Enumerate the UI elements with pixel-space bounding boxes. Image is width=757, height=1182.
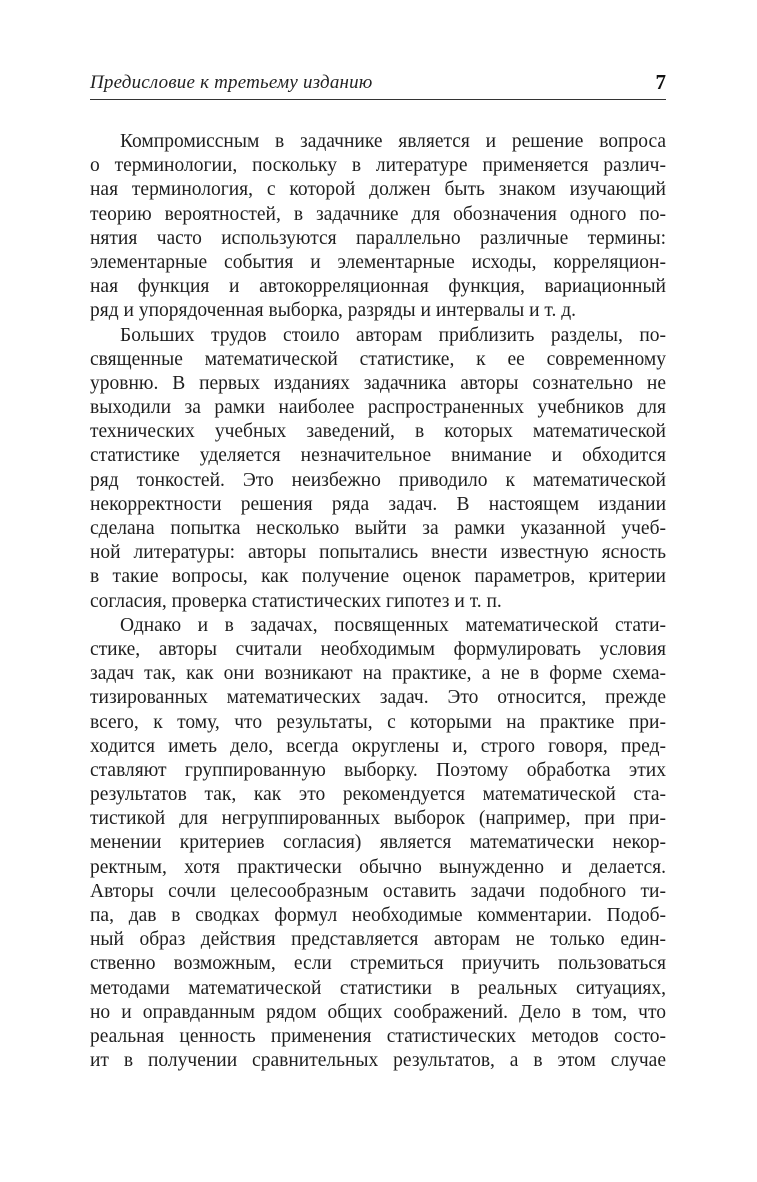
text-line: ходится иметь дело, всегда округлены и, строго говоря, пред-	[90, 735, 666, 757]
header-rule	[90, 99, 666, 100]
page-number: 7	[655, 70, 666, 94]
text-line: сделана попытка несколько выйти за рамки указанной учеб-	[90, 518, 666, 539]
running-header	[90, 66, 666, 100]
running-title: Предисловие к третьему изданию	[90, 72, 373, 93]
text-line: всего, к тому, что результаты, с которыми на практике при-	[90, 711, 666, 733]
text-line: методами математической статистики в реальных ситуациях,	[90, 977, 666, 999]
text-line: ственно возможным, если стремиться приучить пользоваться	[90, 953, 666, 975]
text-line: менении критериев согласия) является математически некор-	[90, 832, 666, 854]
text-line: ряд тонкостей. Это неизбежно приводило к математической	[90, 469, 666, 491]
paragraph	[90, 130, 666, 324]
text-line: ной литературы: авторы попытались внести известную ясность	[90, 542, 666, 564]
text-line: реальная ценность применения статистических методов состо-	[90, 1025, 666, 1047]
text-line: о терминологии, поскольку в литературе применяется различ-	[90, 155, 666, 177]
text-line: некорректности решения ряда задач. В настоящем издании	[90, 493, 666, 515]
paragraph	[90, 324, 666, 614]
text-line: уровню. В первых изданиях задачника авторы сознательно не	[90, 372, 666, 394]
text-line: стике, авторы считали необходимым формулировать условия	[90, 638, 666, 660]
text-line: тистикой для негруппированных выборок (например, при при-	[90, 808, 666, 830]
text-line: Компромиссным в задачнике является и решение вопроса	[120, 131, 666, 152]
text-line: выходили за рамки наиболее распространенных учебников для	[90, 397, 666, 419]
text-line: согласия, проверка статистических гипотез и т. п.	[90, 590, 502, 612]
text-line: ная функция и автокорреляционная функция, вариационный	[90, 276, 666, 298]
paragraph	[90, 614, 666, 1074]
text-line: па, дав в сводках формул необходимые комментарии. Подоб-	[90, 905, 666, 926]
text-line: элементарные события и элементарные исходы, корреляцион-	[90, 251, 666, 273]
text-line: Больших трудов стоило авторам приблизить разделы, по-	[120, 324, 666, 346]
text-line: но и оправданным рядом общих соображений. Дело в том, что	[90, 1001, 666, 1023]
body-text	[90, 130, 666, 1073]
text-line: Авторы сочли целесообразным оставить задачи подобного ти-	[90, 880, 666, 902]
text-line: ректным, хотя практически обычно вынужденно и делается.	[90, 856, 666, 878]
text-line: в такие вопросы, как получение оценок параметров, критерии	[90, 566, 666, 588]
text-line: нятия часто используются параллельно различные термины:	[90, 227, 666, 249]
text-line: священные математической статистике, к ее современному	[90, 348, 666, 370]
text-line: теорию вероятностей, в задачнике для обозначения одного по-	[90, 203, 666, 225]
text-line: Однако и в задачах, посвященных математической стати-	[120, 614, 666, 636]
text-line: ный образ действия представляется авторам не только един-	[90, 929, 666, 951]
text-line: результатов так, как это рекомендуется математической ста-	[90, 784, 666, 806]
text-line: ная терминология, с которой должен быть знаком изучающий	[90, 179, 666, 201]
text-line: ставляют группированную выборку. Поэтому обработка этих	[90, 759, 666, 781]
text-line: статистике уделяется незначительное внимание и обходится	[90, 445, 666, 467]
text-line: тизированных математических задач. Это относится, прежде	[90, 687, 666, 709]
text-line: задач так, как они возникают на практике, а не в форме схема-	[90, 663, 666, 685]
text-line: технических учебных заведений, в которых математической	[90, 421, 666, 443]
text-line: ит в получении сравнительных результатов, а в этом случае	[90, 1050, 666, 1072]
text-line: ряд и упорядоченная выборка, разряды и интервалы и т. д.	[90, 300, 577, 322]
